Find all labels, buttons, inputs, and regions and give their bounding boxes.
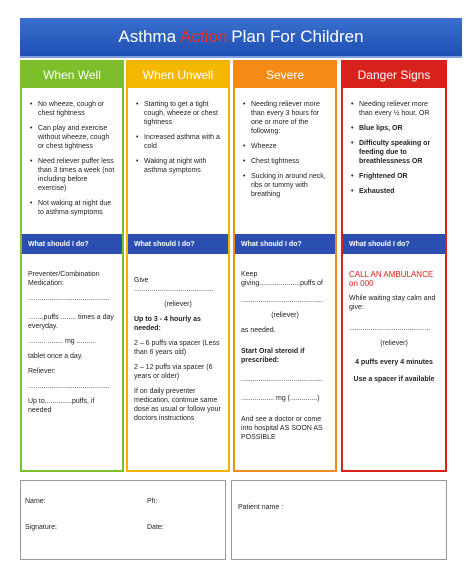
symptom-item: • Not waking at night due to asthma symptoms	[30, 199, 116, 217]
name-label: Name:	[25, 498, 46, 505]
action-line: Reliever:	[28, 368, 56, 375]
title-part1: Asthma	[118, 27, 177, 46]
action-line: Give .........................................	[134, 277, 214, 293]
action-line: ..........................................	[349, 325, 431, 332]
action-line: 2 – 12 puffs via spacer (6 years or older)	[134, 364, 213, 380]
column-heading: Danger Signs	[343, 62, 445, 88]
action-line: If on daily preventer medication, continue same dose as usual or follow your doctors instructions	[134, 388, 221, 422]
date-label: Date:	[147, 524, 164, 531]
action-line: While waiting stay calm and give:	[349, 295, 436, 311]
symptom-list	[235, 88, 335, 234]
symptom-list	[128, 88, 228, 234]
action-line: Up to..............puffs, if needed	[28, 398, 95, 414]
call-ambulance-text: CALL AN AMBULANCE on 000	[349, 270, 434, 288]
column-when-unwell	[126, 60, 230, 472]
action-line: And see a doctor or come into hospital AS SOON AS POSSIBLE	[241, 416, 323, 441]
patient-box	[231, 480, 447, 560]
action-line: Preventer/Combination Medication:	[28, 271, 100, 287]
symptom-item: • Wheeze	[243, 142, 329, 151]
symptom-list	[343, 88, 445, 234]
signature-box	[20, 480, 226, 560]
action-line: 4 puffs every 4 minutes	[355, 359, 433, 366]
action-section	[128, 254, 228, 423]
phone-label: Ph:	[147, 498, 158, 505]
symptom-item: • Waking at night with asthma symptoms	[136, 157, 222, 175]
action-line: Start Oral steroid if prescribed:	[241, 348, 305, 364]
symptom-item: • Blue lips, OR	[351, 124, 439, 133]
page-title	[20, 18, 462, 58]
action-section	[343, 254, 445, 384]
symptom-item: • Starting to get a tight cough, wheeze or chest tightness	[136, 100, 222, 127]
symptom-item: • Difficulty speaking or feeding due to breathlessness OR	[351, 139, 439, 166]
signature-label: Signature:	[25, 524, 57, 531]
action-line: ......... ........ mg ..........	[28, 338, 97, 345]
symptom-item: • Sucking in around neck, ribs or tummy with breathing	[243, 172, 329, 199]
symptom-text: Needing reliever more than every ½ hour, OR	[359, 101, 430, 117]
column-heading: Severe	[235, 62, 335, 88]
what-should-i-do-bar: What should I do?	[22, 234, 122, 254]
action-line: as needed.	[241, 327, 276, 334]
symptom-list	[22, 88, 122, 234]
action-line: Use a spacer if available	[353, 376, 435, 383]
what-should-i-do-bar: What should I do?	[128, 234, 228, 254]
action-section	[22, 254, 122, 415]
column-danger-signs	[341, 60, 447, 472]
action-line: (reliever)	[271, 312, 299, 319]
action-line: ........puffs ........ times a day everyday.	[28, 314, 114, 330]
action-line: Keep giving.....................puffs of	[241, 271, 323, 287]
symptom-item	[351, 100, 439, 118]
title-accent: Action	[180, 27, 228, 46]
symptom-item: • Needing reliever more than every 3 hours for one or more of the following:	[243, 100, 329, 136]
action-line: Up to 3 - 4 hourly as needed:	[134, 316, 201, 332]
column-when-well	[20, 60, 124, 472]
symptom-item: • No wheeze, cough or chest tightness	[30, 100, 116, 118]
symptom-item: • Need reliever puffer less than 3 times a week (not including before exercise)	[30, 157, 116, 193]
action-line: ..........................................	[28, 295, 110, 302]
symptom-item: • Exhausted	[351, 187, 439, 196]
what-should-i-do-bar: What should I do?	[343, 234, 445, 254]
action-line: ..........................................	[241, 376, 323, 383]
action-line: (reliever)	[380, 340, 408, 347]
action-line: ..........................................	[241, 297, 323, 304]
action-line: 2 – 6 puffs via spacer (Less than 6 years old)	[134, 340, 220, 356]
symptom-item: • Frightened OR	[351, 172, 439, 181]
action-line: ................. mg (..............)	[241, 395, 320, 402]
column-heading: When Unwell	[128, 62, 228, 88]
action-section	[235, 254, 335, 442]
action-line: (reliever)	[164, 301, 192, 308]
symptom-item: • Chest tightness	[243, 157, 329, 166]
action-line: ..........................................	[28, 383, 110, 390]
column-heading: When Well	[22, 62, 122, 88]
column-severe	[233, 60, 337, 472]
action-line: tablet once a day.	[28, 353, 83, 360]
symptom-item: • Can play and exercise without wheeze, cough or chest tightness	[30, 124, 116, 151]
symptom-item: • Increased asthma with a cold	[136, 133, 222, 151]
what-should-i-do-bar: What should I do?	[235, 234, 335, 254]
patient-name-label: Patient name :	[238, 504, 284, 511]
title-part2: Plan For Children	[231, 27, 364, 46]
